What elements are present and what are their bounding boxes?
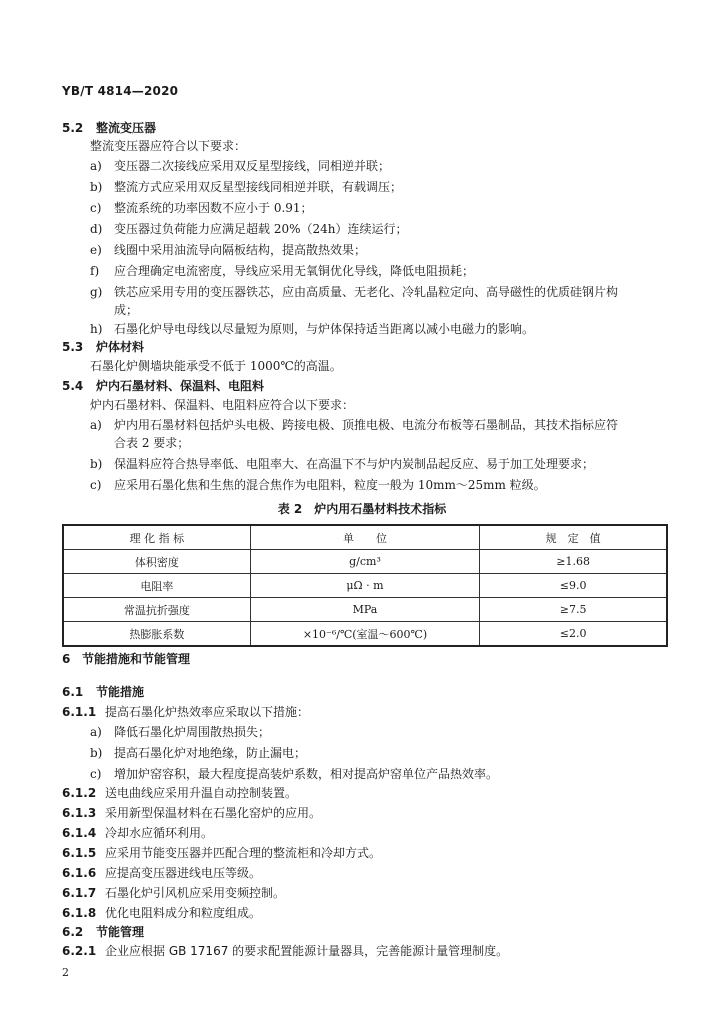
clause-number: 6.1.3: [62, 806, 97, 820]
section-title: 整流变压器: [96, 121, 157, 135]
clause-number: 6.1.8: [62, 906, 97, 920]
list-text: 炉内用石墨材料包括炉头电极、跨接电极、顶推电极、电流分布板等石墨制品，其技术指标应符: [114, 418, 619, 432]
spec-table: [62, 524, 668, 647]
list-text-continued: 合表 2 要求；: [114, 436, 190, 450]
clause-number: 6.2.1: [62, 944, 97, 958]
list-text: 变压器二次接线应采用双反星型接线，同相逆并联；: [114, 159, 391, 173]
table-cell: 常温抗折强度: [63, 598, 250, 622]
section-number: 5.2: [62, 121, 84, 135]
list-label: c): [90, 201, 102, 215]
list-label: d): [90, 222, 103, 236]
list-label: f): [90, 264, 100, 278]
section-5-3-body: 石墨化炉侧墙块能承受不低于 1000℃的高温。: [90, 359, 342, 373]
clause-6-1-8: [62, 906, 261, 921]
clause-text: 应提高变压器进线电压等级。: [105, 866, 262, 880]
section-6-1-heading: [62, 685, 144, 700]
list-text: 保温料应符合热导率低、电阻率大、在高温下不与炉内炭制品起反应、易于加工处理要求；: [114, 457, 595, 471]
clause-number: 6.1.2: [62, 786, 97, 800]
list-item: [90, 243, 366, 258]
page-number: 2: [62, 966, 69, 979]
list-label: a): [90, 418, 102, 432]
list-label: a): [90, 159, 102, 173]
clause-6-1-3: [62, 806, 321, 821]
section-number: 6.1: [62, 685, 84, 699]
clause-number: 6.1.5: [62, 846, 97, 860]
table-cell: 体积密度: [63, 550, 250, 574]
list-item: [90, 746, 306, 761]
section-6-heading: [62, 652, 190, 667]
section-title: 节能措施和节能管理: [82, 652, 191, 666]
section-number: 6: [62, 652, 71, 666]
clause-6-1-5: [62, 846, 381, 861]
list-text: 应合理确定电流密度，导线应采用无氧铜优化导线，降低电阻损耗；: [114, 264, 475, 278]
list-text-continued: 成；: [114, 303, 139, 317]
section-title: 炉内石墨材料、保温料、电阻料: [96, 379, 265, 393]
table-cell: MPa: [250, 598, 480, 622]
section-5-3-heading: [62, 340, 144, 355]
clause-6-1-4: [62, 826, 213, 841]
table-caption: 表 2 炉内用石墨材料技术指标: [277, 502, 447, 516]
list-item: [90, 725, 270, 740]
clause-text: 优化电阻料成分和粒度组成。: [105, 906, 262, 920]
section-5-2-heading: [62, 121, 156, 136]
table-header-cell: 单 位: [250, 525, 480, 550]
table-header-cell: 规 定 值: [480, 525, 667, 550]
table-header-cell: 理 化 指 标: [63, 525, 250, 550]
clause-6-1-7: [62, 886, 285, 901]
section-5-4-heading: [62, 379, 264, 394]
clause-number: 6.1.6: [62, 866, 97, 880]
list-text: 整流方式应采用双反星型接线同相逆并联，有载调压；: [114, 180, 403, 194]
list-item: [90, 264, 474, 279]
clause-text: 应采用节能变压器并匹配合理的整流柜和冷却方式。: [105, 846, 382, 860]
table-cell: μΩ · m: [250, 574, 480, 598]
section-5-2-intro: 整流变压器应符合以下要求：: [90, 139, 247, 153]
list-label: b): [90, 746, 103, 760]
clause-6-1-6: [62, 866, 261, 881]
section-number: 5.3: [62, 340, 84, 354]
section-5-4-intro: 炉内石墨材料、保温料、电阻料应符合以下要求：: [90, 398, 355, 412]
section-title: 炉体材料: [96, 340, 145, 354]
section-title: 节能措施: [96, 685, 145, 699]
list-label: g): [90, 285, 103, 299]
list-text: 增加炉窑容积，最大程度提高装炉系数，相对提高炉窑单位产品热效率。: [114, 767, 499, 781]
list-item: [90, 767, 498, 782]
section-number: 5.4: [62, 379, 84, 393]
list-item: [90, 285, 618, 300]
list-text: 铁芯应采用专用的变压器铁芯，应由高质量、无老化、冷轧晶粒定向、高导磁性的优质硅钢片构: [114, 285, 619, 299]
list-label: a): [90, 725, 102, 739]
section-6-2-heading: [62, 925, 144, 940]
list-item: [90, 159, 390, 174]
list-label: e): [90, 243, 102, 257]
list-item: [90, 222, 408, 237]
clause-text: 冷却水应循环利用。: [105, 826, 214, 840]
clause-6-1-2: [62, 786, 297, 801]
list-item: [90, 418, 618, 433]
clause-text: 送电曲线应采用升温自动控制装置。: [105, 786, 298, 800]
list-label: b): [90, 457, 103, 471]
table-cell: g/cm³: [250, 550, 480, 574]
section-title: 节能管理: [96, 925, 145, 939]
table-cell: ≥1.68: [480, 550, 667, 574]
clause-6-2-1: [62, 944, 508, 959]
list-text: 变压器过负荷能力应满足超载 20%（24h）连续运行；: [114, 222, 408, 236]
table-row: [63, 550, 667, 574]
table-cell: ≤2.0: [480, 622, 667, 647]
clause-text: 采用新型保温材料在石墨化窑炉的应用。: [105, 806, 322, 820]
list-label: c): [90, 767, 102, 781]
list-label: h): [90, 322, 103, 336]
table-cell: ×10⁻⁶/℃(室温～600℃): [250, 622, 480, 647]
list-item: [90, 180, 402, 195]
list-item: [90, 201, 313, 216]
table-cell: ≥7.5: [480, 598, 667, 622]
list-label: c): [90, 478, 102, 492]
list-item: [90, 478, 546, 493]
table-row: [63, 598, 667, 622]
list-label: b): [90, 180, 103, 194]
clause-6-1-1: [62, 705, 309, 720]
clause-text: 提高石墨化炉热效率应采取以下措施：: [105, 705, 310, 719]
clause-text: 石墨化炉引风机应采用变频控制。: [105, 886, 286, 900]
clause-number: 6.1.4: [62, 826, 97, 840]
clause-number: 6.1.7: [62, 886, 97, 900]
list-text: 降低石墨化炉周围散热损失；: [114, 725, 271, 739]
list-text: 提高石墨化炉对地绝缘，防止漏电；: [114, 746, 307, 760]
list-text: 石墨化炉导电母线以尽量短为原则，与炉体保持适当距离以减小电磁力的影响。: [114, 322, 535, 336]
table-cell: 热膨胀系数: [63, 622, 250, 647]
document-number: YB/T 4814—2020: [62, 84, 179, 98]
clause-text: 企业应根据 GB 17167 的要求配置能源计量器具，完善能源计量管理制度。: [105, 944, 509, 958]
table-row: [63, 574, 667, 598]
table-cell: ≤9.0: [480, 574, 667, 598]
list-text: 线圈中采用油流导向隔板结构，提高散热效果；: [114, 243, 367, 257]
list-text: 整流系统的功率因数不应小于 0.91；: [114, 201, 313, 215]
clause-number: 6.1.1: [62, 705, 97, 719]
list-item: [90, 322, 534, 337]
table-cell: 电阻率: [63, 574, 250, 598]
list-text: 应采用石墨化焦和生焦的混合焦作为电阻料，粒度一般为 10mm～25mm 粒级。: [114, 478, 546, 492]
table-header-row: [63, 525, 667, 550]
list-item: [90, 457, 594, 472]
table-row: [63, 622, 667, 647]
section-number: 6.2: [62, 925, 84, 939]
